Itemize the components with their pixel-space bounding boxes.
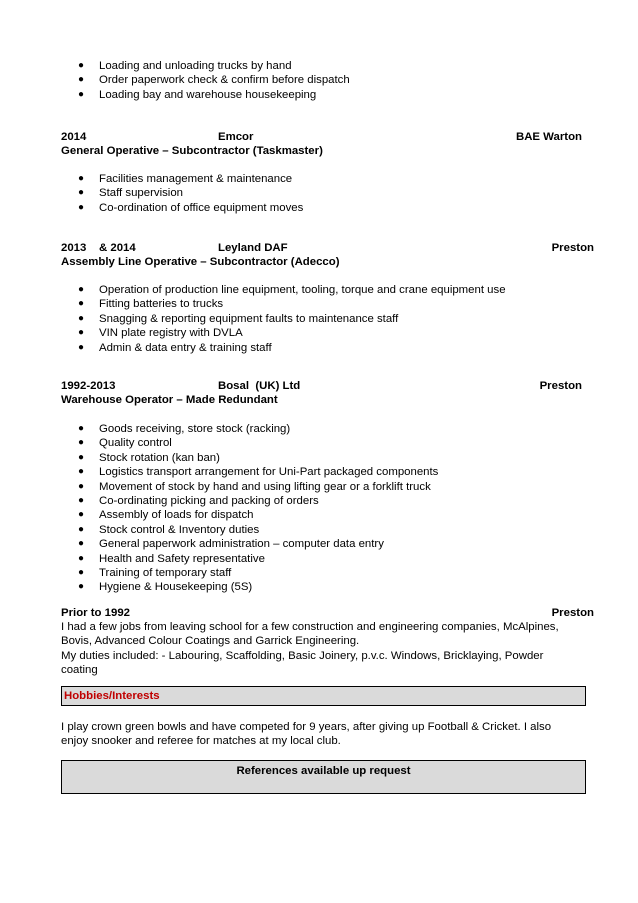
list-item: ● Co-ordination of office equipment moves bbox=[78, 201, 304, 214]
job-year: 2013 & 2014 bbox=[61, 242, 136, 254]
hobbies-heading-box bbox=[61, 686, 586, 706]
job-year: 2014 bbox=[61, 131, 87, 143]
bullet-icon: ● bbox=[78, 60, 85, 71]
bullet-icon: ● bbox=[78, 187, 85, 199]
prior-paragraph: I had a few jobs from leaving school for a few construction and engineering companies, McAlpines, Bovis, Advanced Colour Coatings and Garrick Engineering. My duties included: - Labouring, Scaffolding, Basic Joinery, p.v.c. Windows, Bricklaying, Powder coating bbox=[61, 621, 559, 677]
job-role: Assembly Line Operative – Subcontractor (Adecco) bbox=[61, 256, 340, 268]
hobbies-paragraph: I play crown green bowls and have competed for 9 years, after giving up Football & Cricket. I also enjoy snooker and referee for matches at my local club. bbox=[61, 721, 552, 748]
job-role: General Operative – Subcontractor (Taskmaster) bbox=[61, 145, 323, 157]
bullet-icon: ● bbox=[78, 538, 85, 550]
prior-label: Prior to 1992 bbox=[61, 607, 131, 619]
job-location: Preston bbox=[539, 380, 582, 392]
job-location: BAE Warton bbox=[515, 131, 582, 143]
bullet-icon: ● bbox=[78, 509, 85, 521]
references-title: References available up request bbox=[236, 765, 411, 777]
prior-location: Preston bbox=[551, 607, 594, 619]
bullet-icon: ● bbox=[78, 495, 85, 507]
hobbies-title: Hobbies/Interests bbox=[64, 690, 160, 702]
list-item: ● Logistics transport arrangement for Uni-Part packaged components bbox=[78, 466, 439, 479]
list-item: ● VIN plate registry with DVLA bbox=[78, 327, 243, 340]
bullet-icon: ● bbox=[78, 327, 85, 339]
job-duties-list bbox=[78, 172, 303, 215]
job-company: Leyland DAF bbox=[218, 242, 288, 254]
list-item: ● Loading and unloading trucks by hand bbox=[78, 60, 292, 72]
bullet-icon: ● bbox=[78, 88, 85, 100]
list-item: ● Staff supervision bbox=[78, 187, 184, 200]
bullet-icon: ● bbox=[78, 480, 85, 492]
bullet-icon: ● bbox=[78, 466, 85, 478]
bullet-icon: ● bbox=[78, 451, 85, 463]
list-item: ● Stock rotation (kan ban) bbox=[78, 451, 220, 464]
bullet-icon: ● bbox=[78, 581, 85, 593]
bullet-icon: ● bbox=[78, 341, 85, 353]
list-item: ● Quality control bbox=[78, 437, 172, 450]
list-item: ● Training of temporary staff bbox=[78, 567, 232, 580]
job-company: Bosal (UK) Ltd bbox=[218, 380, 301, 392]
list-item: ● Stock control & Inventory duties bbox=[78, 523, 260, 536]
bullet-icon: ● bbox=[78, 284, 85, 295]
bullet-icon: ● bbox=[78, 312, 85, 324]
bullet-icon: ● bbox=[78, 298, 85, 310]
job-duties-list bbox=[78, 422, 438, 595]
list-item: ● Admin & data entry & training staff bbox=[78, 341, 272, 354]
list-item: ● Hygiene & Housekeeping (5S) bbox=[78, 581, 253, 594]
job-duties-list bbox=[78, 283, 506, 355]
list-item: ● Loading bay and warehouse housekeeping bbox=[78, 88, 317, 101]
bullet-icon: ● bbox=[78, 74, 85, 86]
top-duties-list bbox=[78, 59, 350, 102]
bullet-icon: ● bbox=[78, 423, 85, 434]
job-location: Preston bbox=[551, 242, 594, 254]
list-item: ● Snagging & reporting equipment faults to maintenance staff bbox=[78, 312, 399, 325]
job-role: Warehouse Operator – Made Redundant bbox=[61, 394, 278, 406]
list-item: ● Fitting batteries to trucks bbox=[78, 298, 224, 311]
bullet-icon: ● bbox=[78, 567, 85, 579]
list-item: ● Facilities management & maintenance bbox=[78, 173, 293, 185]
job-company: Emcor bbox=[218, 131, 254, 143]
bullet-icon: ● bbox=[78, 201, 85, 213]
list-item: ● Assembly of loads for dispatch bbox=[78, 509, 254, 522]
list-item: ● Co-ordinating picking and packing of orders bbox=[78, 495, 319, 508]
job-year: 1992-2013 bbox=[61, 380, 116, 392]
references-box bbox=[61, 760, 586, 794]
list-item: ● Health and Safety representative bbox=[78, 552, 265, 565]
list-item: ● Operation of production line equipment, tooling, torque and crane equipment use bbox=[78, 284, 506, 296]
bullet-icon: ● bbox=[78, 437, 85, 449]
list-item: ● Order paperwork check & confirm before dispatch bbox=[78, 74, 350, 87]
bullet-icon: ● bbox=[78, 523, 85, 535]
list-item: ● Movement of stock by hand and using lifting gear or a forklift truck bbox=[78, 480, 431, 493]
list-item: ● Goods receiving, store stock (racking) bbox=[78, 423, 291, 435]
list-item: ● General paperwork administration – computer data entry bbox=[78, 538, 384, 551]
bullet-icon: ● bbox=[78, 552, 85, 564]
bullet-icon: ● bbox=[78, 173, 85, 184]
